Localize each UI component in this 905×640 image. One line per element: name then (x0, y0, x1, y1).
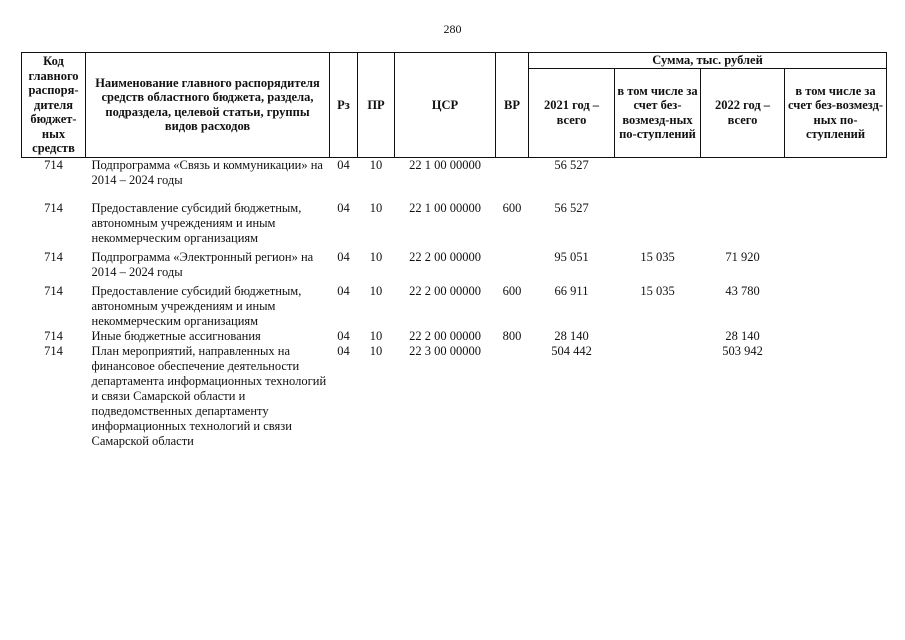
row-sum-2021: 66 911 (554, 283, 589, 298)
header-code: Код главного распоря-дителя бюджет-ных средств (22, 53, 86, 158)
header-name: Наименование главного распорядителя средств областного бюджета, раздела, подраздела, целевой статьи, группы видов расходов (86, 53, 330, 158)
row-name: Предоставление субсидий бюджетным, автономным учреждениям и иным некоммерческим организациям (91, 200, 302, 245)
row-pr: 10 (369, 343, 383, 358)
table-body (22, 157, 887, 449)
row-sum-2021-free (615, 344, 701, 449)
header-sum-2021: 2021 год – всего (529, 69, 615, 158)
row-sum-2021: 56 527 (554, 200, 589, 215)
row-sum-2022-free (785, 284, 887, 329)
row-rz: 04 (337, 157, 350, 172)
row-sum-2021-free (615, 201, 701, 250)
row-name: Иные бюджетные ассигнования (91, 328, 261, 343)
table-row (22, 284, 887, 329)
row-rz: 04 (337, 200, 350, 215)
row-csr: 22 2 00 00000 (409, 328, 481, 343)
row-csr: 22 2 00 00000 (409, 249, 481, 264)
row-rz: 04 (337, 249, 350, 264)
row-rz: 04 (337, 283, 350, 298)
row-sum-2022: 43 780 (725, 283, 760, 298)
row-pr: 10 (369, 200, 383, 215)
row-vr (496, 157, 529, 201)
row-sum-2021-free: 15 035 (640, 249, 675, 264)
row-code: 714 (44, 328, 63, 343)
header-sum-2022-free: в том числе за счет без-возмезд-ных по-ступлений (785, 69, 887, 158)
row-csr: 22 3 00 00000 (409, 343, 481, 358)
row-csr: 22 2 00 00000 (409, 283, 481, 298)
row-pr: 10 (369, 328, 383, 343)
row-name: Предоставление субсидий бюджетным, автономным учреждениям и иным некоммерческим организациям (91, 283, 302, 328)
header-sum-group: Сумма, тыс. рублей (529, 53, 887, 69)
row-sum-2021-free: 15 035 (640, 283, 675, 298)
row-sum-2022-free (785, 201, 887, 250)
row-vr: 600 (502, 283, 522, 298)
header-rz: Рз (330, 53, 358, 158)
row-code: 714 (44, 157, 63, 172)
row-sum-2021-free (615, 157, 701, 201)
table-row (22, 157, 887, 201)
row-pr: 10 (369, 249, 383, 264)
row-sum-2022 (701, 201, 785, 250)
table-row (22, 344, 887, 449)
row-rz: 04 (337, 328, 350, 343)
row-sum-2021: 56 527 (554, 157, 589, 172)
row-sum-2022-free (785, 157, 887, 201)
row-sum-2021-free (615, 329, 701, 344)
header-pr: ПР (358, 53, 395, 158)
row-code: 714 (44, 249, 63, 264)
row-sum-2022 (701, 157, 785, 201)
table-row (22, 329, 887, 344)
header-csr: ЦСР (395, 53, 496, 158)
table-header (22, 53, 887, 158)
row-sum-2022-free (785, 329, 887, 344)
row-sum-2022-free (785, 344, 887, 449)
row-sum-2021: 28 140 (554, 328, 589, 343)
row-pr: 10 (369, 283, 383, 298)
row-code: 714 (44, 283, 63, 298)
row-sum-2022-free (785, 250, 887, 284)
table-row (22, 201, 887, 250)
row-sum-2022: 71 920 (725, 249, 760, 264)
budget-table (21, 52, 887, 449)
row-csr: 22 1 00 00000 (409, 200, 481, 215)
row-csr: 22 1 00 00000 (409, 157, 481, 172)
header-sum-2022: 2022 год – всего (701, 69, 785, 158)
row-rz: 04 (337, 343, 350, 358)
row-vr: 600 (502, 200, 522, 215)
row-sum-2022: 28 140 (725, 328, 760, 343)
row-code: 714 (44, 200, 63, 215)
row-vr (496, 250, 529, 284)
row-vr: 800 (502, 328, 522, 343)
row-sum-2021: 95 051 (554, 249, 589, 264)
row-code: 714 (44, 343, 63, 358)
row-sum-2021: 504 442 (551, 343, 592, 358)
row-name: План мероприятий, направленных на финансовое обеспечение деятельности департамента информационных технологий и связи Самарской области и подведомственных департаменту информационных технологий и связи Самарской области (91, 343, 327, 448)
row-pr: 10 (369, 157, 383, 172)
header-sum-2021-free: в том числе за счет без-возмезд-ных по-ступлений (615, 69, 701, 158)
table-row (22, 250, 887, 284)
row-name: Подпрограмма «Связь и коммуникации» на 2014 – 2024 годы (91, 157, 323, 187)
page-number: 280 (443, 22, 462, 36)
row-vr (496, 344, 529, 449)
row-sum-2022: 503 942 (722, 343, 763, 358)
header-vr: ВР (496, 53, 529, 158)
row-name: Подпрограмма «Электронный регион» на 2014 – 2024 годы (91, 249, 314, 279)
